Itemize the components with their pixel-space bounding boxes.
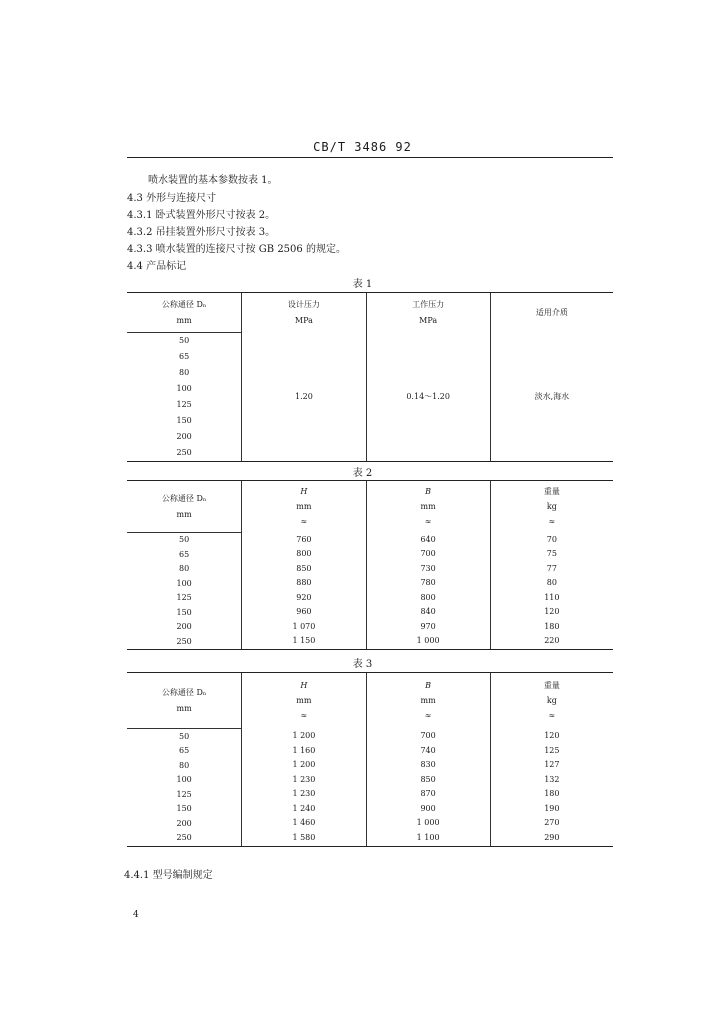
- table-cell: 150: [176, 804, 192, 813]
- table-cell: 80: [179, 760, 190, 770]
- table1-dn-column: 50 65 80 100 125 150 200 250: [127, 333, 242, 462]
- table-cell: 880: [296, 578, 312, 588]
- table-cell: 65: [179, 549, 190, 559]
- table2-col-weight: [490, 533, 613, 650]
- table2-header-b: B mm ≈: [366, 481, 490, 533]
- table-cell: 125: [176, 593, 192, 602]
- table-cell: 700: [420, 731, 436, 741]
- table-cell: 1 100: [416, 832, 440, 842]
- table2-header-h: H mm ≈: [242, 481, 366, 533]
- table-cell: 200: [176, 622, 192, 631]
- table-cell: 220: [544, 636, 560, 646]
- table3-col-b: [366, 729, 490, 847]
- table-cell: 1 000: [416, 818, 440, 828]
- table3-header-weight: 重量 kg ≈: [490, 673, 613, 729]
- table1-header-working-pressure: 工作压力 MPa: [366, 293, 490, 333]
- table-cell: 250: [176, 636, 192, 646]
- table-cell: 830: [420, 760, 436, 770]
- header-rule: [127, 157, 613, 158]
- table-cell: 180: [544, 621, 560, 631]
- table-cell: 730: [420, 563, 436, 573]
- table-cell: 120: [544, 607, 560, 617]
- table-cell: 1 200: [292, 731, 316, 741]
- table2-header-dn: 公称通径 Dₙ mm: [127, 481, 242, 533]
- table-cell: 70: [546, 534, 557, 544]
- paragraph-intro: 喷水装置的基本参数按表 1。: [148, 175, 278, 186]
- table-cell: 100: [176, 775, 192, 784]
- table-cell: 132: [544, 774, 560, 784]
- table-cell: 1 000: [416, 636, 440, 646]
- table2-header-weight: 重量 kg ≈: [490, 481, 613, 533]
- table2-col-dn: [127, 533, 242, 650]
- table3-col-h: [242, 729, 366, 847]
- table-cell: 840: [420, 607, 436, 617]
- table-cell: 250: [176, 833, 192, 842]
- table-cell: 1 230: [292, 774, 316, 784]
- section-4-4-1: 4.4.1 型号编制规定: [124, 870, 213, 881]
- section-4-4: 4.4 产品标记: [127, 261, 187, 272]
- table1-header-dn: 公称通径 Dₙ mm: [127, 293, 242, 333]
- table-cell: 700: [420, 549, 436, 559]
- table1-design-pressure-value: 1.20: [242, 333, 366, 462]
- table-cell: 1 150: [292, 636, 316, 646]
- table-cell: 900: [420, 803, 436, 813]
- table1: [127, 292, 613, 462]
- table-cell: 100: [176, 578, 192, 588]
- table-cell: 110: [544, 592, 560, 602]
- table1-header-medium: 适用介质: [490, 293, 613, 333]
- section-4-3: 4.3 外形与连接尺寸: [127, 193, 217, 204]
- table-cell: 920: [296, 592, 312, 602]
- table-cell: 1 240: [292, 803, 316, 813]
- table-cell: 50: [179, 731, 190, 741]
- table-cell: 50: [179, 535, 190, 544]
- table-cell: 1 160: [292, 745, 316, 755]
- table-cell: 65: [179, 746, 190, 755]
- page-number: 4: [133, 910, 139, 920]
- table3: [127, 672, 613, 847]
- table2-col-b: [366, 533, 490, 650]
- table-cell: 200: [176, 818, 192, 828]
- table-cell: 150: [176, 607, 192, 617]
- table-cell: 120: [544, 731, 560, 741]
- table-cell: 180: [544, 789, 560, 799]
- table2: [127, 480, 613, 650]
- table-cell: 290: [544, 832, 560, 842]
- table1-medium-value: 淡水,海水: [490, 333, 613, 462]
- table-cell: 970: [420, 621, 436, 631]
- table-cell: 870: [420, 789, 436, 799]
- section-4-3-3: 4.3.3 喷水装置的连接尺寸按 GB 2506 的规定。: [127, 244, 346, 255]
- table3-header-h: H mm ≈: [242, 673, 366, 729]
- table-cell: 270: [544, 818, 560, 828]
- table3-col-weight: [490, 729, 613, 847]
- table-cell: 1 460: [292, 818, 316, 828]
- table-cell: 80: [546, 578, 557, 588]
- table1-working-pressure-value: 0.14～1.20: [366, 333, 490, 462]
- table2-caption: 表 2: [352, 468, 373, 479]
- table-cell: 75: [546, 549, 557, 559]
- table-cell: 640: [420, 534, 436, 544]
- table-cell: 127: [544, 760, 560, 770]
- section-4-3-1: 4.3.1 卧式装置外形尺寸按表 2。: [127, 210, 276, 221]
- table-cell: 740: [420, 745, 436, 755]
- table3-caption: 表 3: [352, 659, 373, 670]
- table-cell: 125: [176, 789, 192, 799]
- table3-header-b: B mm ≈: [366, 673, 490, 729]
- table1-caption: 表 1: [352, 279, 373, 290]
- table-cell: 125: [544, 745, 560, 755]
- table1-header-design-pressure: 设计压力 MPa: [242, 293, 366, 333]
- table-cell: 960: [296, 607, 312, 617]
- table3-header-dn: 公称通径 Dₙ mm: [127, 673, 242, 729]
- table-cell: 780: [420, 578, 436, 588]
- table-cell: 1 230: [292, 789, 316, 799]
- table-cell: 80: [179, 564, 190, 573]
- table-cell: 800: [296, 549, 312, 559]
- table-cell: 190: [544, 803, 560, 813]
- table-cell: 800: [420, 592, 436, 602]
- table-cell: 850: [296, 563, 312, 573]
- table-cell: 760: [296, 534, 312, 544]
- table-cell: 1 580: [292, 832, 316, 842]
- section-4-3-2: 4.3.2 吊挂装置外形尺寸按表 3。: [127, 227, 276, 238]
- standard-number-header: CB/T 3486 92: [313, 140, 412, 154]
- table-cell: 1 200: [292, 760, 316, 770]
- table2-col-h: [242, 533, 366, 650]
- table-cell: 850: [420, 774, 436, 784]
- table-cell: 1 070: [292, 621, 316, 631]
- table3-col-dn: [127, 729, 242, 847]
- table-cell: 77: [546, 563, 557, 573]
